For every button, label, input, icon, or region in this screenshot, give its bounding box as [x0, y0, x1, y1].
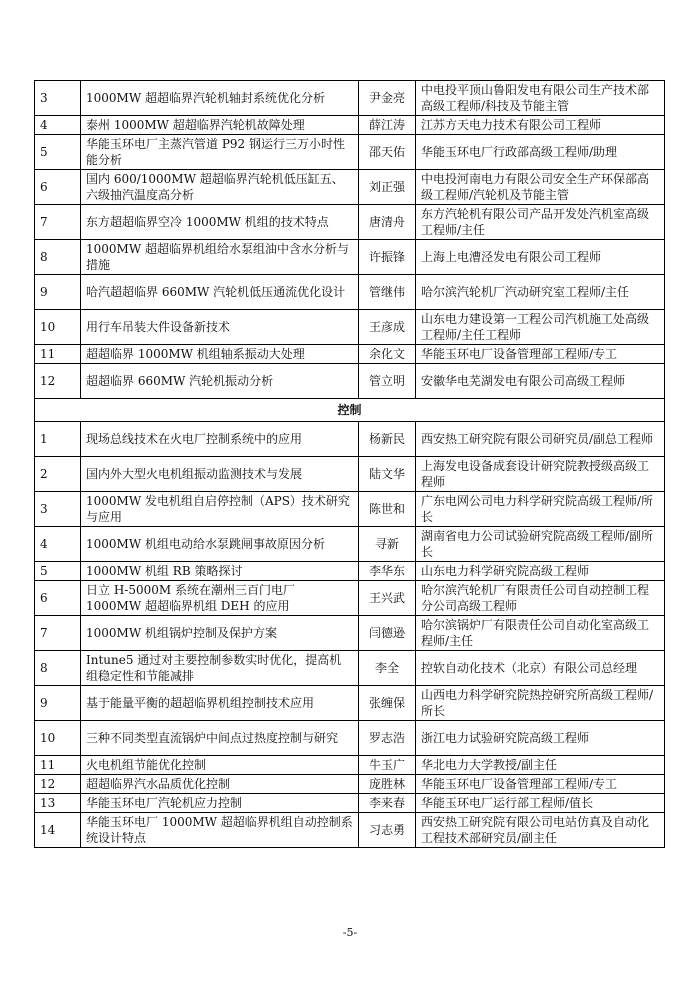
presentation-title: 三种不同类型直流锅炉中间点过热度控制与研究: [81, 721, 359, 756]
presenter-affiliation: 湖南省电力公司试验研究院高级工程师/副所长: [416, 527, 665, 562]
presenter-name: 闫德逊: [359, 616, 416, 651]
table-row: [35, 562, 665, 581]
presentation-title: 哈汽超超临界 660MW 汽轮机低压通流优化设计: [81, 275, 359, 310]
row-number: 10: [35, 310, 81, 345]
table-body: [35, 81, 665, 848]
presenter-affiliation: 控软自动化技术（北京）有限公司总经理: [416, 651, 665, 686]
presentation-title: 火电机组节能优化控制: [81, 756, 359, 775]
presenter-name: 刘正强: [359, 170, 416, 205]
presenter-name: 罗志浩: [359, 721, 416, 756]
presenter-name: 习志勇: [359, 813, 416, 848]
presenter-name: 李全: [359, 651, 416, 686]
presenter-affiliation: 江苏方天电力技术有限公司工程师: [416, 116, 665, 135]
presenter-name: 庞胜林: [359, 775, 416, 794]
presentation-title: 超超临界汽水品质优化控制: [81, 775, 359, 794]
presenter-affiliation: 华能玉环电厂运行部工程师/值长: [416, 794, 665, 813]
row-number: 8: [35, 651, 81, 686]
table-row: [35, 527, 665, 562]
presenter-affiliation: 西安热工研究院有限公司研究员/副总工程师: [416, 422, 665, 457]
table-row: [35, 81, 665, 116]
presenter-affiliation: 华北电力大学教授/副主任: [416, 756, 665, 775]
presenter-name: 薛江涛: [359, 116, 416, 135]
table-row: [35, 345, 665, 364]
row-number: 12: [35, 364, 81, 399]
presenter-name: 张缠保: [359, 686, 416, 721]
presentation-title: 东方超超临界空冷 1000MW 机组的技术特点: [81, 205, 359, 240]
presentation-title: 超超临界 1000MW 机组轴系振动大处理: [81, 345, 359, 364]
presenter-name: 管立明: [359, 364, 416, 399]
table-row: [35, 813, 665, 848]
presenter-name: 许振锋: [359, 240, 416, 275]
presenter-affiliation: 中电投河南电力有限公司安全生产环保部高级工程师/汽轮机及节能主管: [416, 170, 665, 205]
table-row: [35, 310, 665, 345]
presentation-table: [34, 80, 665, 848]
presenter-affiliation: 哈尔滨锅炉厂有限责任公司自动化室高级工程师/主任: [416, 616, 665, 651]
table-row: [35, 457, 665, 492]
presenter-affiliation: 山东电力科学研究院高级工程师: [416, 562, 665, 581]
presenter-affiliation: 安徽华电芜湖发电有限公司高级工程师: [416, 364, 665, 399]
table-row: [35, 205, 665, 240]
presentation-title: 华能玉环电厂汽轮机应力控制: [81, 794, 359, 813]
table-row: [35, 651, 665, 686]
table-row: [35, 686, 665, 721]
presenter-affiliation: 山东电力建设第一工程公司汽机施工处高级工程师/主任工程师: [416, 310, 665, 345]
presenter-affiliation: 华能玉环电厂设备管理部工程师/专工: [416, 345, 665, 364]
row-number: 5: [35, 562, 81, 581]
row-number: 6: [35, 581, 81, 616]
table-row: [35, 721, 665, 756]
presenter-affiliation: 华能玉环电厂设备管理部工程师/专工: [416, 775, 665, 794]
table-row: [35, 170, 665, 205]
table-row: [35, 275, 665, 310]
presentation-title: 国内外大型火电机组振动监测技术与发展: [81, 457, 359, 492]
presenter-name: 王彦成: [359, 310, 416, 345]
section-title: 控制: [35, 399, 665, 422]
table-row: [35, 581, 665, 616]
table-row: [35, 116, 665, 135]
presentation-title: 泰州 1000MW 超超临界汽轮机故障处理: [81, 116, 359, 135]
row-number: 14: [35, 813, 81, 848]
page-number: -5-: [342, 926, 358, 939]
row-number: 11: [35, 345, 81, 364]
presentation-title: 1000MW 机组锅炉控制及保护方案: [81, 616, 359, 651]
table-row: [35, 240, 665, 275]
presenter-affiliation: 西安热工研究院有限公司电站仿真及自动化工程技术部研究员/副主任: [416, 813, 665, 848]
table-row: [35, 756, 665, 775]
presentation-title: 现场总线技术在火电厂控制系统中的应用: [81, 422, 359, 457]
presenter-name: 陆文华: [359, 457, 416, 492]
presenter-affiliation: 哈尔滨汽轮机厂汽动研究室工程师/主任: [416, 275, 665, 310]
table-row: [35, 364, 665, 399]
table-row: [35, 616, 665, 651]
presenter-name: 牛玉广: [359, 756, 416, 775]
presentation-title: 华能玉环电厂 1000MW 超超临界机组自动控制系统设计特点: [81, 813, 359, 848]
row-number: 13: [35, 794, 81, 813]
row-number: 8: [35, 240, 81, 275]
presenter-name: 李来春: [359, 794, 416, 813]
presenter-affiliation: 浙江电力试验研究院高级工程师: [416, 721, 665, 756]
presenter-affiliation: 哈尔滨汽轮机厂有限责任公司自动控制工程分公司高级工程师: [416, 581, 665, 616]
presentation-title: 日立 H-5000M 系统在潮州三百门电厂 1000MW 超超临界机组 DEH 的应用: [81, 581, 359, 616]
row-number: 11: [35, 756, 81, 775]
presentation-title: Intune5 通过对主要控制参数实时优化，提高机组稳定性和节能减排: [81, 651, 359, 686]
table-row: [35, 422, 665, 457]
row-number: 12: [35, 775, 81, 794]
presentation-title: 1000MW 机组电动给水泵跳闸事故原因分析: [81, 527, 359, 562]
presenter-name: 余化文: [359, 345, 416, 364]
row-number: 9: [35, 686, 81, 721]
presenter-name: 邵天佑: [359, 135, 416, 170]
row-number: 4: [35, 116, 81, 135]
row-number: 7: [35, 616, 81, 651]
row-number: 9: [35, 275, 81, 310]
presenter-affiliation: 东方汽轮机有限公司产品开发处汽机室高级工程师/主任: [416, 205, 665, 240]
row-number: 3: [35, 81, 81, 116]
presenter-affiliation: 中电投平顶山鲁阳发电有限公司生产技术部高级工程师/科技及节能主管: [416, 81, 665, 116]
row-number: 2: [35, 457, 81, 492]
presenter-affiliation: 华能玉环电厂行政部高级工程师/助理: [416, 135, 665, 170]
presenter-name: 尹金亮: [359, 81, 416, 116]
row-number: 5: [35, 135, 81, 170]
presenter-affiliation: 广东电网公司电力科学研究院高级工程师/所长: [416, 492, 665, 527]
table-row: [35, 775, 665, 794]
presentation-title: 用行车吊装大件设备新技术: [81, 310, 359, 345]
row-number: 3: [35, 492, 81, 527]
row-number: 4: [35, 527, 81, 562]
presentation-title: 基于能量平衡的超超临界机组控制技术应用: [81, 686, 359, 721]
presenter-name: 陈世和: [359, 492, 416, 527]
presenter-affiliation: 上海发电设备成套设计研究院教授级高级工程师: [416, 457, 665, 492]
presenter-name: 寻新: [359, 527, 416, 562]
presentation-title: 1000MW 发电机组自启停控制（APS）技术研究与应用: [81, 492, 359, 527]
presenter-name: 王兴武: [359, 581, 416, 616]
presenter-affiliation: 上海上电漕泾发电有限公司工程师: [416, 240, 665, 275]
row-number: 1: [35, 422, 81, 457]
presentation-title: 华能玉环电厂主蒸汽管道 P92 钢运行三万小时性能分析: [81, 135, 359, 170]
table-row: [35, 794, 665, 813]
row-number: 10: [35, 721, 81, 756]
section-header-row: [35, 399, 665, 422]
presenter-name: 管继伟: [359, 275, 416, 310]
presentation-title: 1000MW 超超临界机组给水泵组油中含水分析与措施: [81, 240, 359, 275]
presentation-title: 1000MW 机组 RB 策略探讨: [81, 562, 359, 581]
presentation-title: 国内 600/1000MW 超超临界汽轮机低压缸五、六级抽汽温度高分析: [81, 170, 359, 205]
presenter-name: 李华东: [359, 562, 416, 581]
presentation-title: 1000MW 超超临界汽轮机轴封系统优化分析: [81, 81, 359, 116]
presenter-name: 唐清舟: [359, 205, 416, 240]
presenter-affiliation: 山西电力科学研究院热控研究所高级工程师/所长: [416, 686, 665, 721]
table-row: [35, 135, 665, 170]
table-row: [35, 492, 665, 527]
presentation-title: 超超临界 660MW 汽轮机振动分析: [81, 364, 359, 399]
row-number: 7: [35, 205, 81, 240]
presenter-name: 杨新民: [359, 422, 416, 457]
row-number: 6: [35, 170, 81, 205]
